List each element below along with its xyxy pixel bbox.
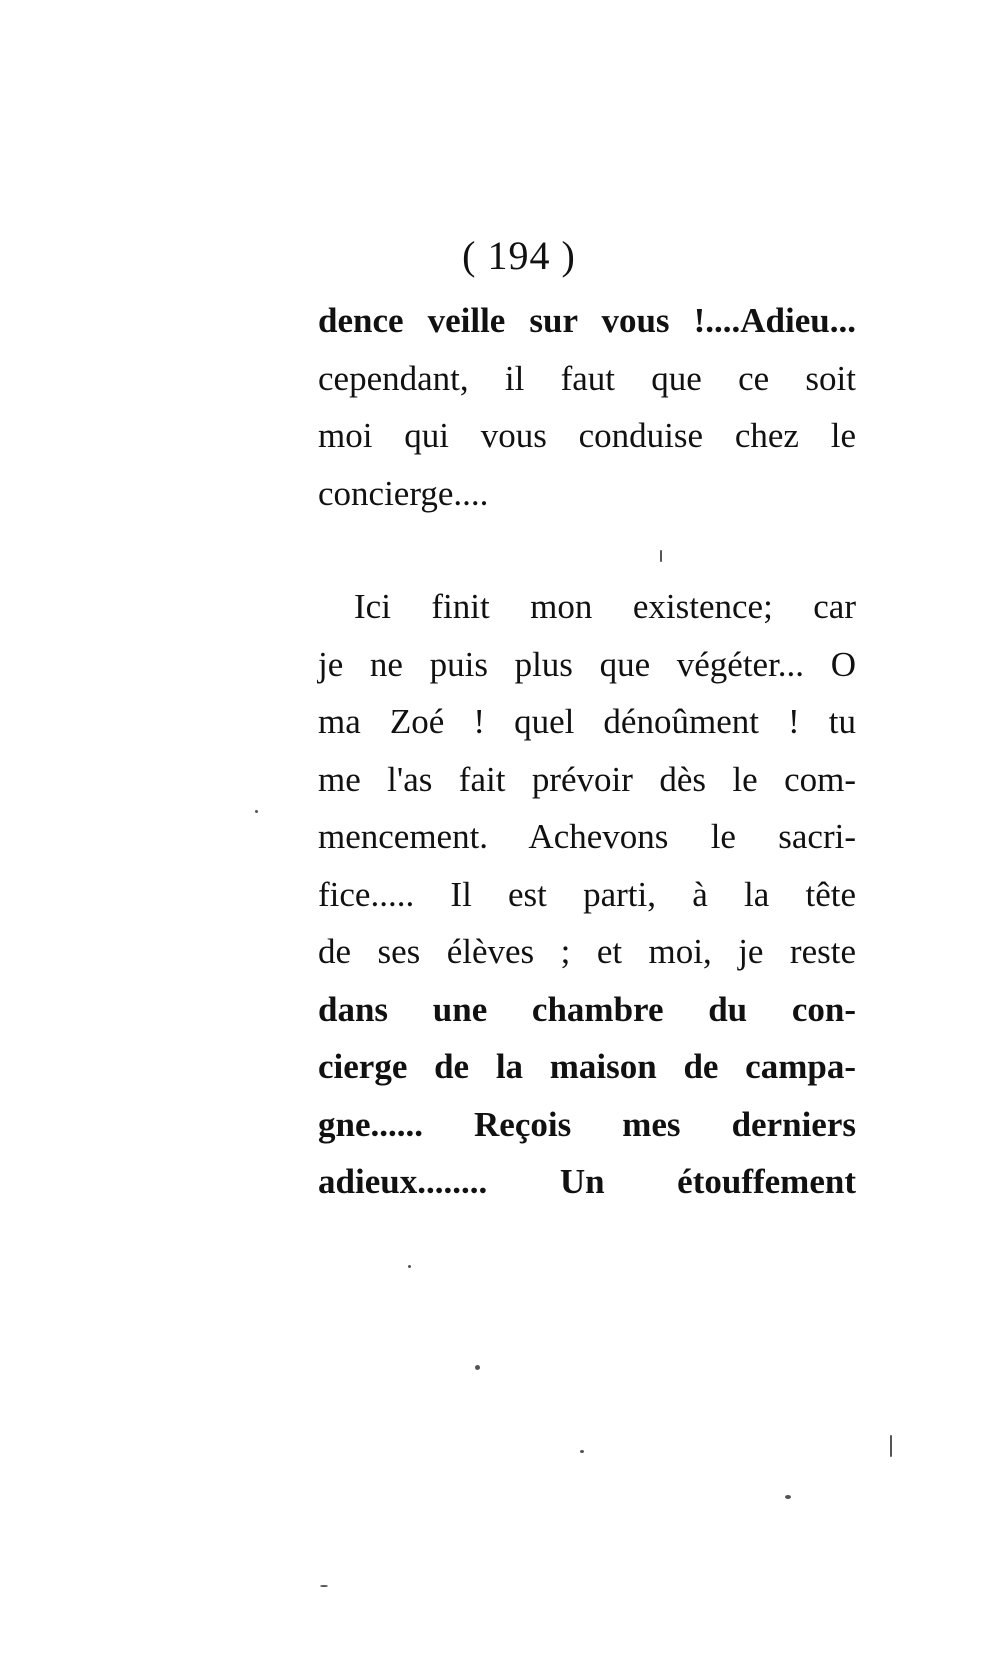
scan-speck	[255, 810, 258, 813]
text-line: de ses élèves ; et moi, je reste	[318, 932, 856, 971]
scan-speck	[475, 1365, 480, 1370]
text-line: adieux........ Un étouffement	[318, 1162, 856, 1201]
scan-speck	[660, 550, 662, 562]
scan-speck	[320, 1585, 328, 1587]
scan-speck	[890, 1435, 892, 1457]
text-line: ma Zoé ! quel dénoûment ! tu	[318, 702, 856, 741]
page-number: ( 194 )	[462, 233, 576, 278]
text-line: Ici finit mon existence; car	[354, 587, 856, 626]
text-line: me l'as fait prévoir dès le com-	[318, 759, 856, 799]
text-line: moi qui vous conduise chez le	[318, 416, 856, 455]
scan-speck	[785, 1495, 791, 1499]
paragraph-continued	[318, 292, 856, 522]
text-line: cierge de la maison de campa-	[318, 1047, 856, 1086]
text-line: cependant, il faut que ce soit	[318, 358, 856, 398]
text-line: mencement. Achevons le sacri-	[318, 817, 856, 856]
scan-speck	[408, 1265, 411, 1268]
text-line: dans une chambre du con-	[318, 989, 856, 1029]
text-line: gne...... Reçois mes derniers	[318, 1104, 856, 1144]
text-line: dence veille sur vous !....Adieu...	[318, 301, 856, 340]
paragraph	[318, 578, 856, 1211]
text-line: je ne puis plus que végéter... O	[318, 644, 856, 684]
text-line: fice..... Il est parti, à la tête	[318, 874, 856, 914]
scan-speck	[580, 1450, 584, 1453]
text-line: concierge....	[318, 473, 489, 513]
